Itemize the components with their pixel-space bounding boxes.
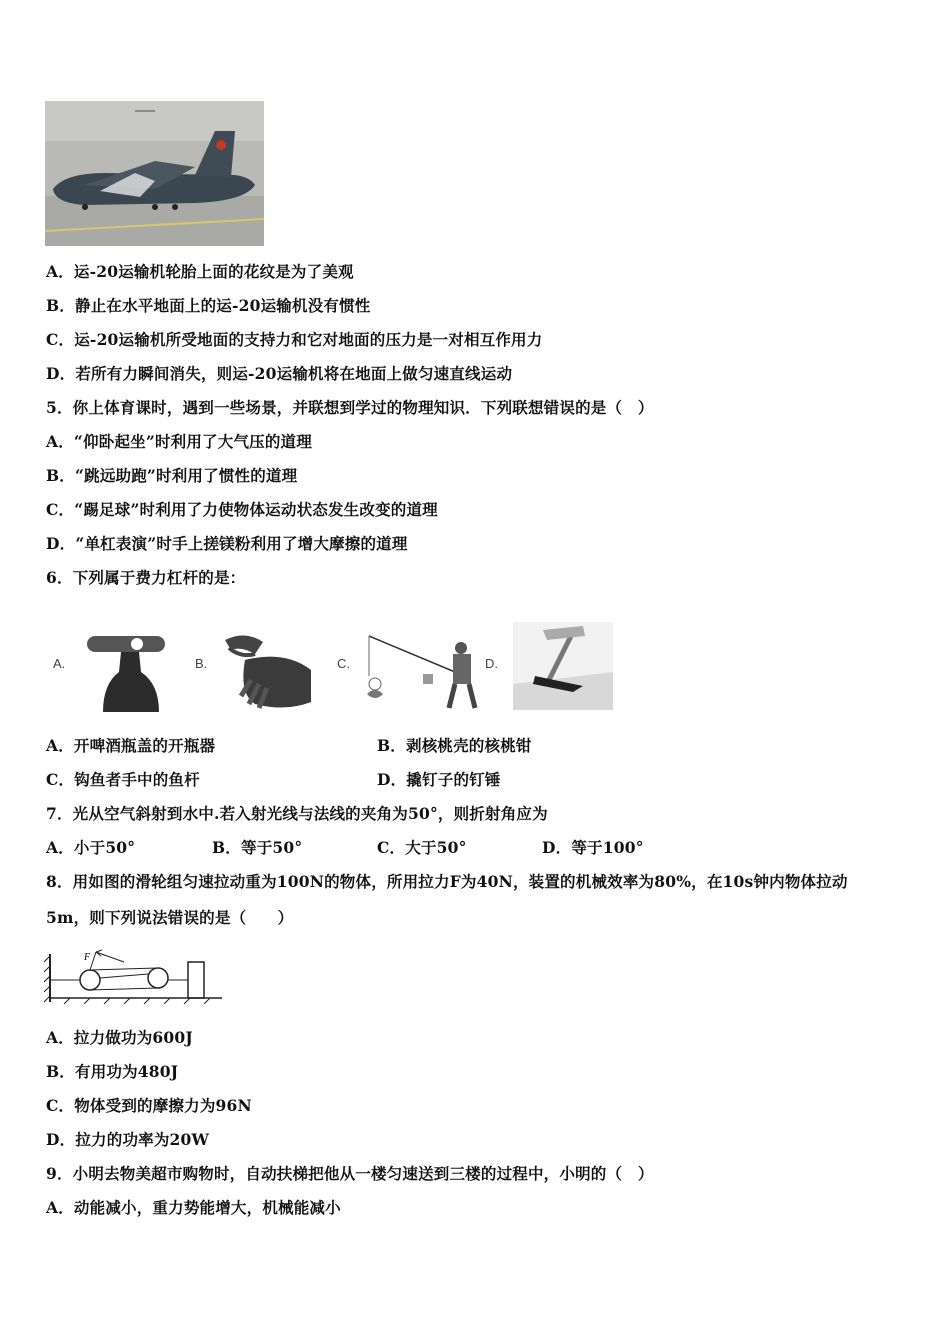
q7-option-d: D．等于100° bbox=[542, 838, 644, 857]
q6-option-d: D．撬钉子的钉锤 bbox=[377, 770, 501, 789]
q6-option-a: A．开啤酒瓶盖的开瓶器 bbox=[46, 736, 216, 755]
q8-stem-line-2: 5m，则下列说法错误的是（ ） bbox=[46, 908, 294, 927]
fishing-rod-figure bbox=[365, 628, 480, 712]
q5-stem: 5．你上体育课时，遇到一些场景，并联想到学过的物理知识．下列联想错误的是（ ） bbox=[46, 398, 654, 417]
figure-label-b: B. bbox=[195, 656, 208, 671]
q8-option-d: D．拉力的功率为20W bbox=[46, 1130, 210, 1149]
q6-stem: 6．下列属于费力杠杆的是： bbox=[46, 568, 246, 587]
figure-label-c: C. bbox=[337, 656, 350, 671]
q7-option-c: C．大于50° bbox=[377, 838, 467, 857]
q4-option-d: D．若所有力瞬间消失，则运-20运输机将在地面上做匀速直线运动 bbox=[46, 364, 513, 383]
force-label: F bbox=[84, 952, 91, 963]
claw-hammer-figure bbox=[513, 622, 613, 710]
q5-option-b: B．“跳远助跑”时利用了惯性的道理 bbox=[46, 466, 298, 485]
q7-option-a: A．小于50° bbox=[46, 838, 136, 857]
q8-option-b: B．有用功为480J bbox=[46, 1062, 179, 1081]
bottle-opener-figure bbox=[85, 632, 170, 712]
q4-option-c: C．运-20运输机所受地面的支持力和它对地面的压力是一对相互作用力 bbox=[46, 330, 543, 349]
figure-label-a: A. bbox=[53, 656, 66, 671]
nutcracker-figure bbox=[215, 630, 315, 712]
q8-stem-line-1: 8．用如图的滑轮组匀速拉动重为100N的物体，所用拉力F为40N，装置的机械效率为80%，在10s钟内物体拉动 bbox=[46, 872, 848, 891]
transport-aircraft-photo bbox=[45, 101, 264, 246]
q5-option-c: C．“踢足球”时利用了力使物体运动状态发生改变的道理 bbox=[46, 500, 438, 519]
q6-option-b: B．剥核桃壳的核桃钳 bbox=[377, 736, 532, 755]
pulley-system-figure bbox=[44, 948, 224, 1004]
q9-option-a: A．动能减小，重力势能增大，机械能减小 bbox=[46, 1198, 341, 1217]
q5-option-a: A．“仰卧起坐”时利用了大气压的道理 bbox=[46, 432, 312, 451]
q5-option-d: D．“单杠表演”时手上搓镁粉利用了增大摩擦的道理 bbox=[46, 534, 408, 553]
q8-option-a: A．拉力做功为600J bbox=[46, 1028, 193, 1047]
q6-option-c: C．钩鱼者手中的鱼杆 bbox=[46, 770, 200, 789]
q4-option-a: A．运-20运输机轮胎上面的花纹是为了美观 bbox=[46, 262, 354, 281]
lever-figures bbox=[45, 620, 615, 712]
figure-label-d: D. bbox=[485, 656, 498, 671]
q4-option-b: B．静止在水平地面上的运-20运输机没有惯性 bbox=[46, 296, 371, 315]
q7-option-b: B．等于50° bbox=[212, 838, 303, 857]
q9-stem: 9．小明去物美超市购物时，自动扶梯把他从一楼匀速送到三楼的过程中，小明的（ ） bbox=[46, 1164, 654, 1183]
q7-stem: 7．光从空气斜射到水中.若入射光线与法线的夹角为50°，则折射角应为 bbox=[46, 804, 548, 823]
q8-option-c: C．物体受到的摩擦力为96N bbox=[46, 1096, 252, 1115]
